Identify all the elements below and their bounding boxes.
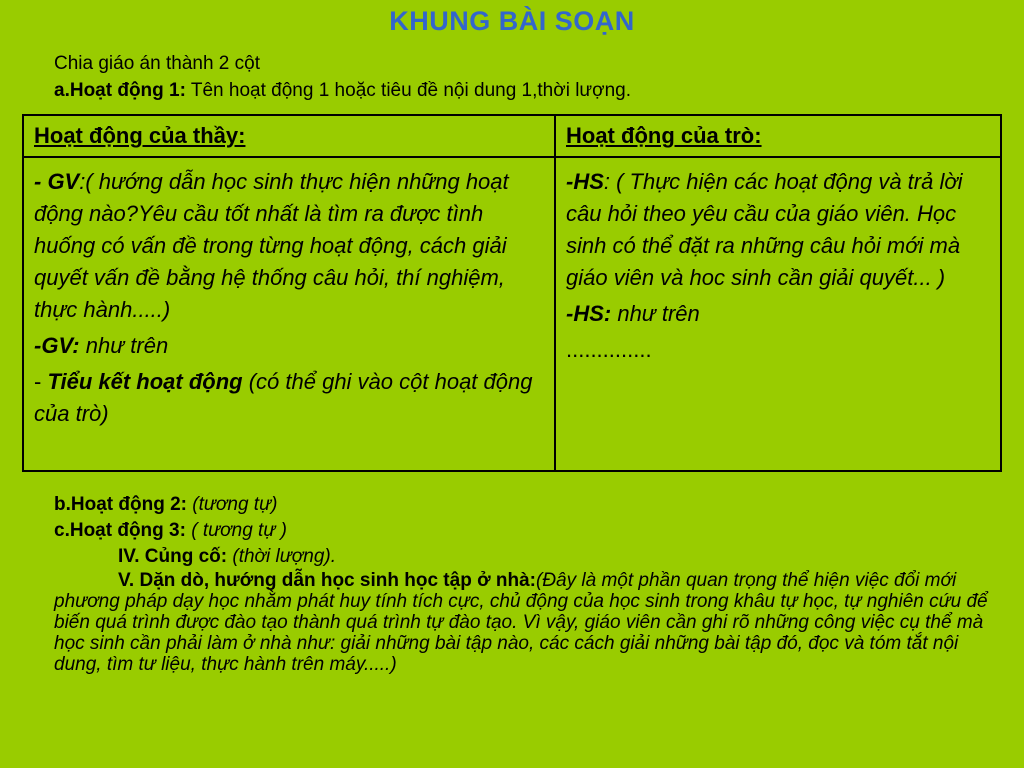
activity-2-text: (tương tự)	[186, 494, 278, 515]
lesson-table	[22, 114, 1002, 472]
homework-text: (Đây là một phần quan trọng thể hiện việc đổi mới phương pháp dạy học nhằm phát huy tính tích cực, chủ động của học sinh trong khâu tự học, tự nghiên cứu để biến quá trình được đào tạo thành quá trình tự đào tạo. Vì vậy, giáo viên cần ghi rõ những công việc cụ thể mà học sinh cần phải làm ở nhà như: giải những bài tập nào, các cách giải những bài tập đó, đọc và tóm tắt nội dung, tìm tư liệu, thực hành trên máy.....)	[54, 570, 988, 675]
homework-label: V. Dặn dò, hướng dẫn học sinh học tập ở nhà:	[118, 570, 536, 591]
teacher-gv-label: - GV	[34, 169, 80, 194]
student-hs-label: -HS	[566, 169, 604, 194]
table-header-row	[23, 115, 1001, 157]
teacher-summary-text: (có thể ghi vào cột hoạt động của trò)	[34, 369, 533, 426]
student-paragraph	[566, 298, 990, 330]
activity-2-line	[54, 492, 1004, 518]
student-hs2-text: như trên	[611, 301, 700, 326]
activity-2-label: b.Hoạt động 2:	[54, 494, 187, 515]
table-row	[23, 157, 1001, 471]
teacher-gv2-text: như trên	[79, 333, 169, 358]
student-cell	[555, 157, 1001, 471]
teacher-summary-label: Tiểu kết hoạt động	[47, 369, 243, 394]
student-paragraph	[566, 334, 990, 366]
teacher-column-header: Hoạt động của thầy:	[23, 115, 555, 157]
student-hs2-label: -HS:	[566, 301, 612, 326]
page-title: KHUNG BÀI SOẠN	[389, 6, 635, 36]
homework-paragraph	[54, 570, 1004, 675]
consolidation-line	[54, 544, 1004, 570]
consolidation-text: (thời lượng).	[227, 546, 337, 567]
student-column-header: Hoạt động của trò:	[555, 115, 1001, 157]
intro-block	[54, 50, 631, 104]
intro-line: Chia giáo án thành 2 cột	[54, 53, 260, 74]
activity-1-label: a.Hoạt động 1:	[54, 80, 186, 101]
student-paragraph	[566, 166, 990, 294]
teacher-gv2-label: -GV:	[34, 333, 80, 358]
student-dots: ..............	[566, 337, 652, 362]
bottom-block	[54, 492, 1004, 675]
teacher-paragraph	[34, 166, 544, 326]
consolidation-label: IV. Củng cố:	[118, 546, 228, 567]
teacher-gv-text: :( hướng dẫn học sinh thực hiện những hoạt động nào?Yêu cầu tốt nhất là tìm ra được tình huống có vấn đề trong từng hoạt động, cách giải quyết vấn đề bằng hệ thống câu hỏi, thí nghiệm, thực hành.....)	[34, 169, 509, 322]
teacher-dash: -	[34, 369, 48, 394]
activity-3-text: ( tương tự )	[185, 520, 287, 541]
activity-1-line	[54, 77, 631, 104]
activity-3-label: c.Hoạt động 3:	[54, 520, 186, 541]
activity-1-text: Tên hoạt động 1 hoặc tiêu đề nội dung 1,thời lượng.	[185, 80, 632, 101]
teacher-paragraph	[34, 366, 544, 430]
activity-3-line	[54, 518, 1004, 544]
teacher-paragraph	[34, 330, 544, 362]
student-hs-text: : ( Thực hiện các hoạt động và trả lời câu hỏi theo yêu cầu của giáo viên. Học sinh có thể đặt ra những câu hỏi mới mà giáo viên và hoc sinh cần giải quyết... )	[566, 169, 963, 290]
teacher-cell	[23, 157, 555, 471]
